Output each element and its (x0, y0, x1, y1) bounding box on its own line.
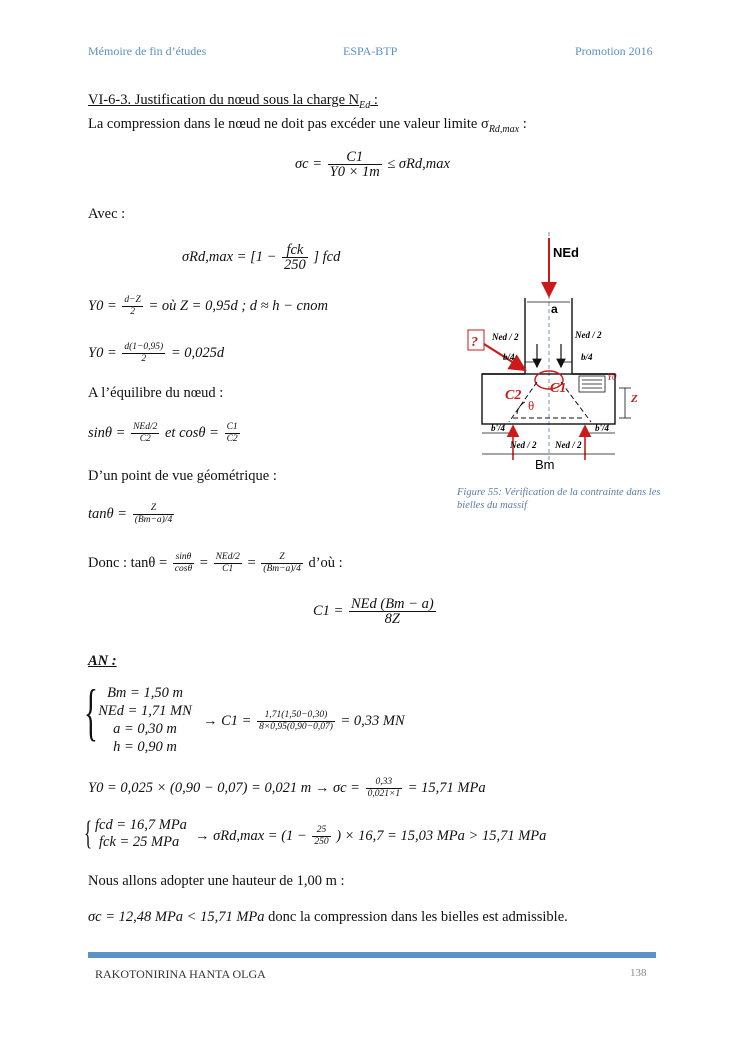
label-z: Z (631, 393, 638, 405)
label-ned-top: NEd (553, 245, 579, 260)
label-bm: Bm (535, 457, 555, 472)
label-c2: C2 (505, 388, 522, 403)
node-diagram (455, 232, 660, 477)
equation-c1: C1 = $\frac{\text{NEd (Bm − a)}}{8Z}$ (313, 596, 434, 627)
header-left: Mémoire de fin d’études (88, 44, 207, 58)
an-brace: { (84, 676, 98, 747)
label-b4-left: b/4 (503, 352, 515, 362)
figure-caption: Figure 55: Vérification de la contrainte dans les bielles du massif (457, 487, 661, 511)
equation-sigma-rd-max: σRd,max = [1 − $\frac{\text{fck}}{250}$ ] fcd (182, 242, 341, 273)
an-f-brace: { (84, 815, 93, 852)
label-ned2-right: Ned / 2 (575, 330, 602, 340)
label-theta: θ (528, 398, 535, 413)
equation-tan: tanθ = $\frac{Z}{(Bm-a)/4}$ (88, 503, 173, 525)
header-right: Promotion 2016 (575, 44, 653, 58)
an-value-h: h = 0,90 m (113, 739, 177, 755)
footer-bar (88, 952, 656, 958)
footing-body (482, 374, 615, 424)
conclusion: σc = 12,48 MPa < 15,71 MPa donc la compression dans les bielles est admissible. (88, 909, 568, 925)
equation-an-c1: → C1 = $\frac{1,71(1,50-0,30)}{8\times 0,95(0,90-0,07)}$ = 0,33 MN (203, 710, 405, 732)
adopt-text: Nous allons adopter une hauteur de 1,00 m : (88, 873, 345, 889)
an-value-ned: NEd = 1,71 MN (98, 703, 192, 719)
footer-author: RAKOTONIRINA HANTA OLGA (95, 967, 266, 981)
an-values (98, 684, 192, 756)
label-ned2-bottom-left: Ned / 2 (510, 440, 537, 450)
label-a: a (551, 302, 558, 316)
equation-an-sigma-rd: → σRd,max = (1 − $\frac{25}{250}$ ) × 16,7 = 15,03 MPa > 15,71 MPa (195, 825, 547, 847)
label-b4p-left: b'/4 (491, 423, 506, 433)
equation-donc: Donc : tanθ = $\frac{\sin\theta}{\cos\theta}$ = $\frac{\text{NEd/2}}{C1}$ = $\frac{Z}{(Bm-a)/4}$ d’où : (88, 552, 343, 574)
equilibre-text: A l’équilibre du nœud : (88, 385, 224, 401)
equation-sin-cos: sinθ = $\frac{\text{NEd/2}}{C2}$ et cosθ = $\frac{C1}{C2}$ (88, 422, 238, 444)
an-value-fck: fck = 25 MPa (99, 834, 180, 850)
label-ned2-left: Ned / 2 (492, 332, 519, 342)
equation-y0-definition: Y0 = $\frac{d-Z}{2}$ = où Z = 0,95d ; d ≈ h − cnom (88, 295, 328, 317)
page-number: 138 (630, 967, 647, 979)
an-f-values (95, 817, 187, 851)
geometrique-text: D’un point de vue géométrique : (88, 468, 277, 484)
intro-text: La compression dans le nœud ne doit pas excéder une valeur limite $\sigma_{Rd,max}$ : (88, 116, 527, 135)
an-value-bm: Bm = 1,50 m (107, 685, 183, 701)
label-b4-right: b/4 (581, 352, 593, 362)
label-y0: Y0 (607, 372, 617, 382)
label-b4p-right: b'/4 (595, 423, 610, 433)
equation-sigma-c: σc = $\frac{C1}{Y0 \times 1m}$ ≤ σRd,max (295, 149, 450, 180)
equation-an-y0: Y0 = 0,025 × (0,90 − 0,07) = 0,021 m → σc = $\frac{0,33}{0,021\times 1}$ = 15,71 MPa (88, 777, 486, 799)
an-title: AN : (88, 653, 117, 669)
avec-label: Avec : (88, 206, 126, 222)
equation-y0-value: Y0 = $\frac{d(1-0,95)}{2}$ = 0,025d (88, 342, 225, 364)
an-value-a: a = 0,30 m (113, 721, 177, 737)
label-c1: C1 (550, 381, 567, 396)
header-center: ESPA-BTP (343, 44, 398, 58)
section-title: VI-6-3. Justification du nœud sous la charge $N_{Ed}$ : (88, 92, 378, 111)
an-value-fcd: fcd = 16,7 MPa (95, 817, 187, 833)
label-question: ? (471, 335, 478, 350)
label-ned2-bottom-right: Ned / 2 (555, 440, 582, 450)
